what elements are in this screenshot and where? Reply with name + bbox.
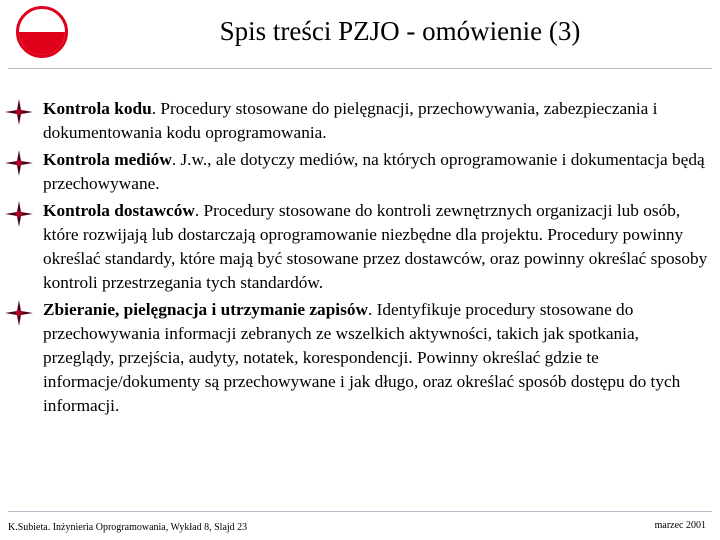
bullet-term: Zbieranie, pielęgnacja i utrzymanie zapisów [43, 300, 368, 319]
bullet-term: Kontrola mediów [43, 150, 172, 169]
bullet-term: Kontrola kodu [43, 99, 152, 118]
footer-date: marzec 2001 [654, 520, 706, 531]
cross-star-bullet-icon [4, 98, 34, 126]
list-item [0, 298, 720, 418]
cross-star-bullet-icon [4, 149, 34, 177]
bullet-list [0, 97, 720, 421]
pl-flag-circle-icon [14, 4, 70, 60]
cross-star-bullet-icon [4, 200, 34, 228]
bullet-text [43, 148, 713, 196]
list-item [0, 97, 720, 145]
page-title: Spis treści PZJO - omówienie (3) [219, 16, 581, 46]
bullet-text [43, 298, 713, 418]
bullet-description: . Procedury stosowane do kontroli zewnętrznych organizacji lub osób, które rozwijają lub dostarczają oprogramowanie niezbędne dla projektu. Procedury powinny określać standardy, które mają być stosowane przez dostawców, oraz powinny określać sposoby kontroli przestrzegania tych standardów. [43, 201, 708, 292]
bullet-text [43, 199, 713, 295]
footer-credit: K.Subieta. Inżynieria Oprogramowania, Wykład 8, Slajd 23 [8, 522, 248, 533]
list-item [0, 148, 720, 196]
bullet-description: . Identyfikuje procedury stosowane do przechowywania informacji zebranych ze wszelkich aktywności, takich jak spotkania, przeglądy, przejścia, audyty, notatek, korespondencji. Powinny określać gdzie te informacje/dokumenty są przechowywane i jak długo, oraz określać sposób dostępu do tych informacji. [43, 300, 681, 415]
bullet-description: . Procedury stosowane do pielęgnacji, przechowywania, zabezpieczania i dokumentowania kodu oprogramowania. [43, 99, 658, 142]
bullet-description: . J.w., ale dotyczy mediów, na których oprogramowanie i dokumentacja będą przechowywane. [43, 150, 705, 193]
cross-star-bullet-icon [4, 299, 34, 327]
bullet-term: Kontrola dostawców [43, 201, 195, 220]
bullet-text [43, 97, 713, 145]
title-divider [8, 68, 712, 69]
footer-divider [8, 511, 712, 512]
list-item [0, 199, 720, 295]
